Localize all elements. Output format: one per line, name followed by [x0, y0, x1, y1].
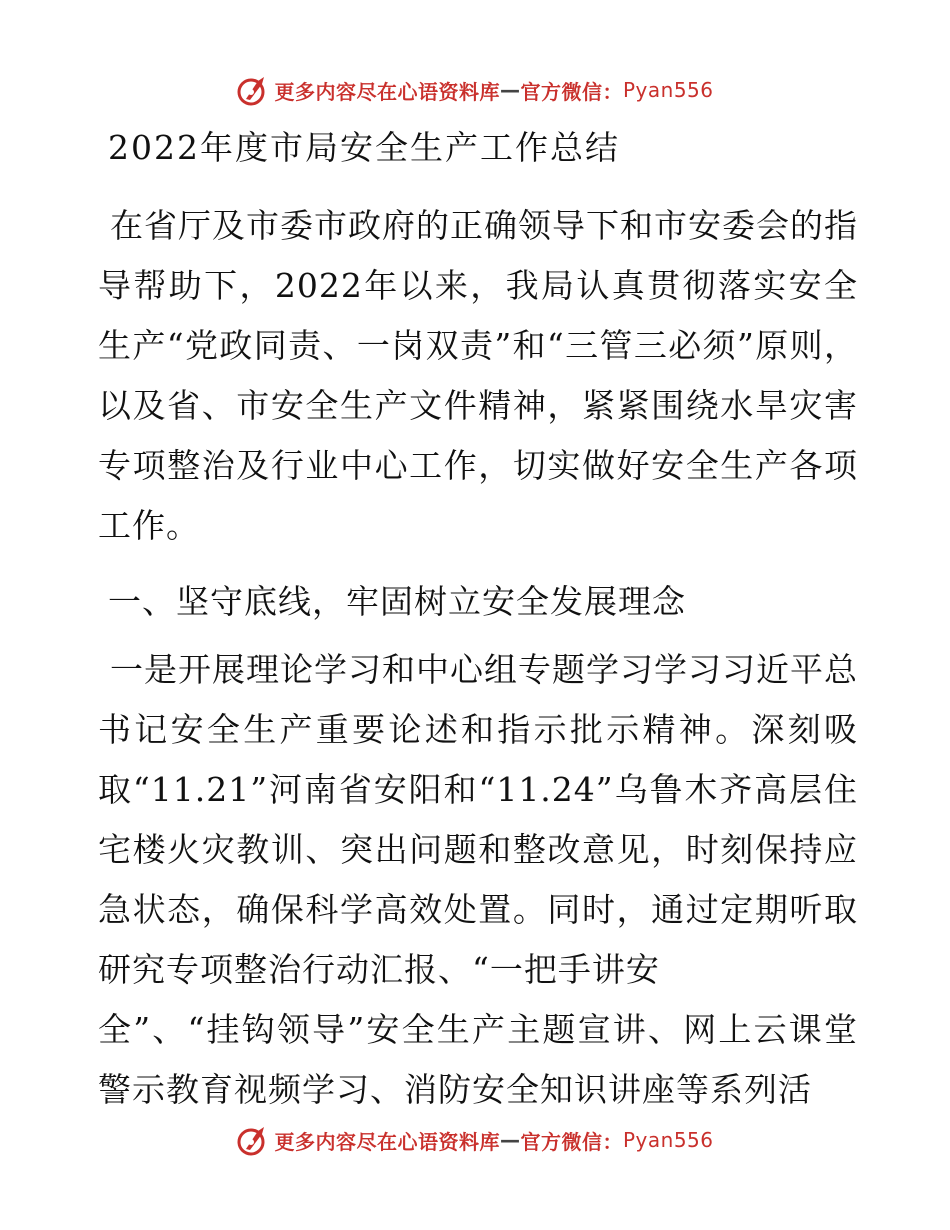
- watermark-wechat-label: 官方微信：: [520, 1129, 623, 1154]
- watermark-separator: —: [499, 1128, 521, 1152]
- watermark-wechat-id: Pyan556: [622, 1128, 714, 1152]
- intro-paragraph: 在省厅及市委市政府的正确领导下和市安委会的指导帮助下，2022年以来，我局认真贯彻落实安全生产“党政同责、一岗双责”和“三管三必须”原则，以及省、市安全生产文件精神，紧紧围绕水旱灾害专项整治及行业中心工作，切实做好安全生产各项工作。: [98, 206, 858, 545]
- pen-nib-circle-icon: [236, 1123, 270, 1157]
- section-paragraph-part-b: 全”、“挂钩领导”安全生产主题宣讲、网上云课堂警示教育视频学习、消防安全知识讲座等系列活: [98, 1010, 858, 1109]
- watermark-footer: [0, 1120, 950, 1160]
- page-title: 2022年度市局安全生产工作总结: [108, 128, 620, 167]
- watermark-wechat-label: 官方微信：: [520, 79, 623, 104]
- watermark-text: 更多内容尽在心语资料库: [274, 79, 500, 104]
- section-paragraph: [98, 640, 858, 1120]
- section-paragraph-part-a: 一是开展理论学习和中心组专题学习学习习近平总书记安全生产重要论述和指示批示精神。深刻吸取“11.21”河南省安阳和“11.24”乌鲁木齐高层住宅楼火灾教训、突出问题和整改意见，时刻保持应急状态，确保科学高效处置。同时，通过定期听取研究专项整治行动汇报、“一把手讲安: [98, 650, 858, 989]
- watermark-header: [0, 70, 950, 110]
- watermark-text: 更多内容尽在心语资料库: [274, 1129, 500, 1154]
- section-heading: 一、坚守底线，牢固树立安全发展理念: [108, 582, 686, 621]
- watermark-separator: —: [499, 78, 521, 102]
- document-body: [98, 120, 858, 1120]
- watermark-wechat-id: Pyan556: [622, 78, 714, 102]
- pen-nib-circle-icon: [236, 73, 270, 107]
